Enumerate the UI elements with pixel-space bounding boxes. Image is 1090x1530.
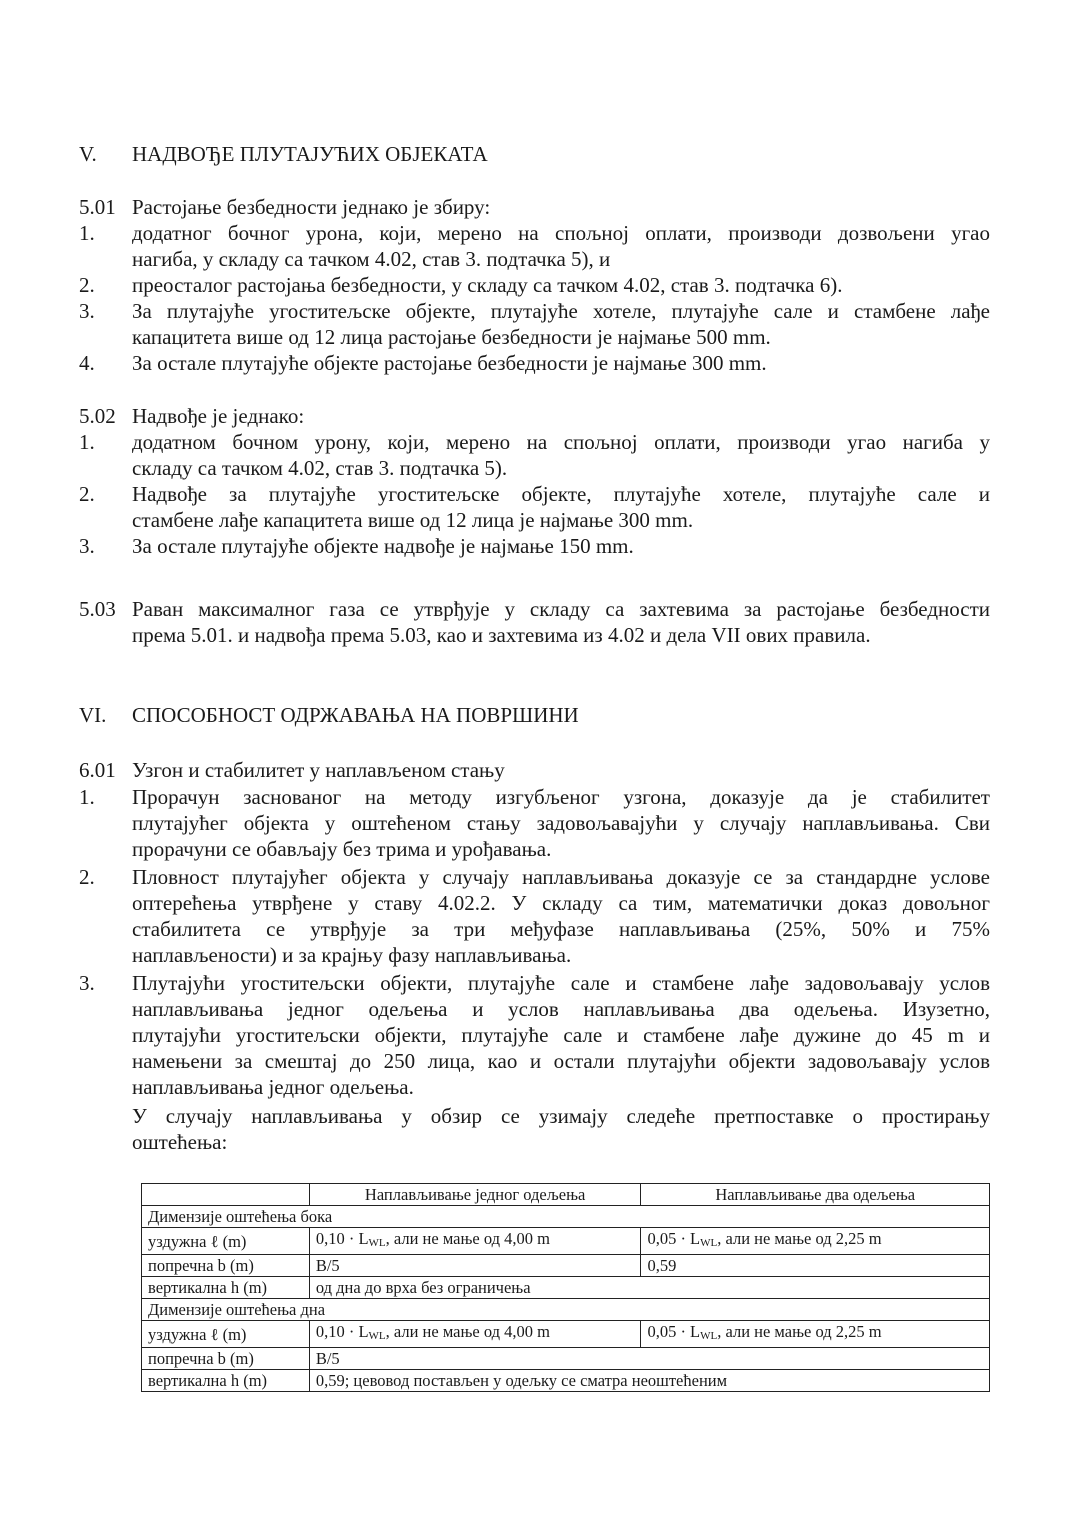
section-number: VI. bbox=[79, 703, 107, 727]
paragraph-text: Надвође је једнако: bbox=[132, 404, 305, 428]
section-title: НАДВОЂЕ ПЛУТАЈУЋИХ ОБЈЕКАТА bbox=[132, 142, 488, 166]
paragraph-number: 5.03 bbox=[79, 597, 116, 621]
paragraph-text: Узгон и стабилитет у наплављеном стању bbox=[132, 758, 505, 782]
table-cell-label: попречна b (m) bbox=[142, 1348, 310, 1370]
list-item-line: плутајући угоститељски објекти, плутајуће сале и стамбене лађе дужине до 45 m и bbox=[132, 1023, 990, 1047]
section-title: СПОСОБНОСТ ОДРЖАВАЊА НА ПОВРШИНИ bbox=[132, 703, 579, 727]
paragraph-number: 5.02 bbox=[79, 404, 116, 428]
list-number: 3. bbox=[79, 971, 95, 995]
table-group-label: Димензије оштећења дна bbox=[142, 1299, 990, 1321]
list-item-line: капацитета више од 12 лица растојање безбедности је најмање 500 mm. bbox=[132, 325, 771, 349]
table-cell: 0,59 bbox=[641, 1255, 990, 1277]
cell-subscript: WL bbox=[368, 1237, 386, 1249]
list-item-line: Плутајући угоститељски објекти, плутајуће сале и стамбене лађе задовољавају услов bbox=[132, 971, 990, 995]
list-number: 2. bbox=[79, 273, 95, 297]
table-cell-label: вертикална h (m) bbox=[142, 1370, 310, 1392]
list-item-line: За плутајуће угоститељске објекте, плутајуће хотеле, плутајуће сале и стамбене лађе bbox=[132, 299, 990, 323]
table-cell-label: уздужна ℓ (m) bbox=[142, 1228, 310, 1255]
cell-text: , али не мање од 4,00 m bbox=[385, 1322, 550, 1341]
table-cell bbox=[309, 1321, 641, 1348]
table-row bbox=[142, 1255, 990, 1277]
paragraph-text: Растојање безбедности једнако је збиру: bbox=[132, 195, 491, 219]
list-number: 1. bbox=[79, 221, 95, 245]
cell-text: , али не мање од 2,25 m bbox=[717, 1229, 882, 1248]
list-number: 4. bbox=[79, 351, 95, 375]
cell-subscript: WL bbox=[368, 1330, 386, 1342]
paragraph-number: 6.01 bbox=[79, 758, 116, 782]
table-cell-label: попречна b (m) bbox=[142, 1255, 310, 1277]
table-header-cell: Наплављивање једног одељења bbox=[309, 1184, 641, 1206]
list-item-line: оштећења: bbox=[132, 1130, 228, 1154]
list-item-line: Пловност плутајућег објекта у случају наплављивања доказује се за стандардне услове bbox=[132, 865, 990, 889]
table-group-label: Димензије оштећења бока bbox=[142, 1206, 990, 1228]
list-item-line: нагиба, у складу са тачком 4.02, став 3. подтачка 5), и bbox=[132, 247, 611, 271]
list-item-line: наплављености) и за крајњу фазу наплављивања. bbox=[132, 943, 572, 967]
list-number: 1. bbox=[79, 430, 95, 454]
table-group-row bbox=[142, 1299, 990, 1321]
table-cell bbox=[309, 1228, 641, 1255]
table-group-row bbox=[142, 1206, 990, 1228]
list-item-line: оптерећења утврђене у ставу 4.02.2. У складу са тим, математички доказ довољног bbox=[132, 891, 990, 915]
cell-text: 0,10 · L bbox=[315, 1229, 369, 1248]
table-cell: 0,59; цевовод постављен у одељку се сматра неоштећеним bbox=[309, 1370, 989, 1392]
paragraph-line: према 5.01. и надвођа према 5.03, као и захтевима из 4.02 и дела VII ових правила. bbox=[132, 623, 871, 647]
list-number: 3. bbox=[79, 299, 95, 323]
table-header-row bbox=[142, 1184, 990, 1206]
cell-subscript: WL bbox=[700, 1237, 718, 1249]
list-item-line: За остале плутајуће објекте надвође је најмање 150 mm. bbox=[132, 534, 634, 558]
list-item-line: У случају наплављивања у обзир се узимају следеће претпоставке о простирању bbox=[132, 1104, 990, 1128]
paragraph-number: 5.01 bbox=[79, 195, 116, 219]
table-cell: од дна до врха без ограничења bbox=[309, 1277, 989, 1299]
table-header-cell: Наплављивање два одељења bbox=[641, 1184, 990, 1206]
list-item-line: стабилитета се утврђује за три међуфазе наплављивања (25%, 50% и 75% bbox=[132, 917, 990, 941]
table-row bbox=[142, 1277, 990, 1299]
paragraph-line: Раван максималног газа се утврђује у складу са захтевима за растојање безбедности bbox=[132, 597, 990, 621]
cell-subscript: WL bbox=[700, 1330, 718, 1342]
list-item-line: За остале плутајуће објекте растојање безбедности је најмање 300 mm. bbox=[132, 351, 767, 375]
list-item-line: додатног бочног урона, који, мерено на спољној оплати, производи дозвољени угао bbox=[132, 221, 990, 245]
section-number: V. bbox=[79, 142, 97, 166]
list-number: 1. bbox=[79, 785, 95, 809]
list-item-line: прорачуни се обављају без трима и урођавања. bbox=[132, 837, 552, 861]
table-cell-label: вертикална h (m) bbox=[142, 1277, 310, 1299]
list-item-line: наплављивања једног одељења. bbox=[132, 1075, 414, 1099]
cell-text: 0,05 · L bbox=[647, 1322, 701, 1341]
cell-text: 0,05 · L bbox=[647, 1229, 701, 1248]
list-item-line: намењени за смештај до 250 лица, као и остали плутајући објекти задовољавају услов bbox=[132, 1049, 990, 1073]
table-cell bbox=[641, 1321, 990, 1348]
list-item-line: Прорачун заснованог на методу изгубљеног узгона, доказује да је стабилитет bbox=[132, 785, 990, 809]
table-row bbox=[142, 1348, 990, 1370]
table-cell: B/5 bbox=[309, 1348, 989, 1370]
table-row bbox=[142, 1370, 990, 1392]
list-item-line: наплављивања једног одељења и услов наплављивања два одељења. Изузетно, bbox=[132, 997, 990, 1021]
list-item-line: плутајућег објекта у оштећеном стању задовољавајући у случају наплављивања. Сви bbox=[132, 811, 990, 835]
list-item-line: преосталог растојања безбедности, у складу са тачком 4.02, став 3. подтачка 6). bbox=[132, 273, 843, 297]
table-row bbox=[142, 1321, 990, 1348]
list-item-line: складу са тачком 4.02, став 3. подтачка 5). bbox=[132, 456, 508, 480]
list-item-line: додатном бочном урону, који, мерено на спољној оплати, производи угао нагиба у bbox=[132, 430, 990, 454]
list-item-line: Надвође за плутајуће угоститељске објекте, плутајуће хотеле, плутајуће сале и bbox=[132, 482, 990, 506]
list-item-line: стамбене лађе капацитета више од 12 лица је најмање 300 mm. bbox=[132, 508, 694, 532]
list-number: 2. bbox=[79, 482, 95, 506]
cell-text: , али не мање од 4,00 m bbox=[385, 1229, 550, 1248]
cell-text: 0,10 · L bbox=[315, 1322, 369, 1341]
table-cell: B/5 bbox=[309, 1255, 641, 1277]
damage-dimensions-table bbox=[141, 1183, 990, 1392]
table-row bbox=[142, 1228, 990, 1255]
list-number: 2. bbox=[79, 865, 95, 889]
table-cell-label: уздужна ℓ (m) bbox=[142, 1321, 310, 1348]
list-number: 3. bbox=[79, 534, 95, 558]
table-cell bbox=[641, 1228, 990, 1255]
cell-text: , али не мање од 2,25 m bbox=[717, 1322, 882, 1341]
table-header-cell bbox=[142, 1184, 310, 1206]
